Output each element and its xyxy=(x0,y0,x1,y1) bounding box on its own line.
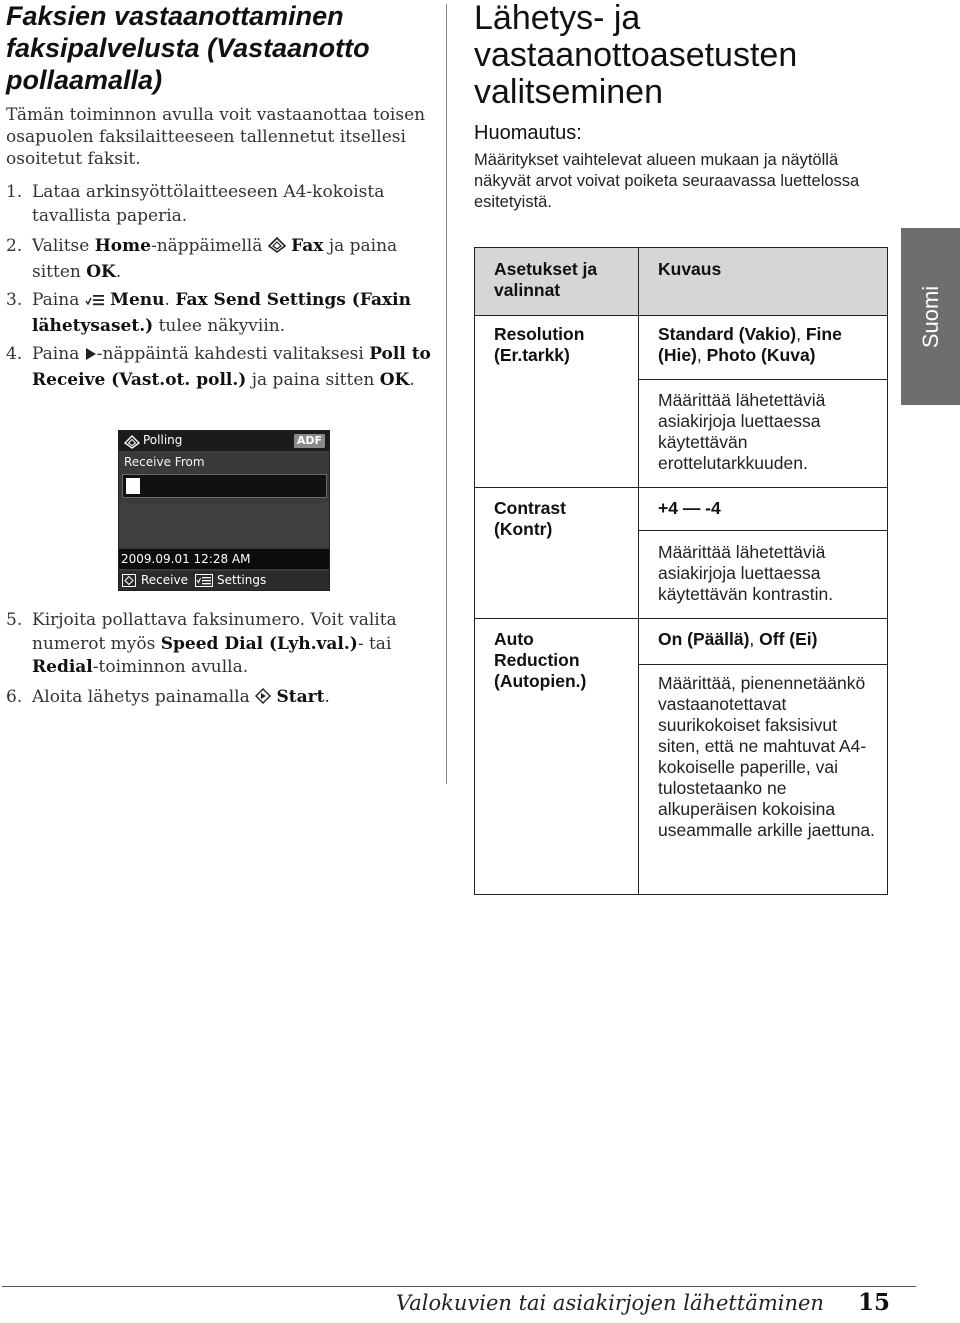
step-number: 4. xyxy=(6,344,23,364)
auto-reduction-description: Määrittää, pienennetäänkö vastaanotettavat suurikokoiset faksisivut siten, että ne mahtuvat A4-kokoiselle paperille, vai tulostetaanko ne alkuperäisen kokoisina useammalle arkille jaettuna. xyxy=(658,673,875,840)
table-header-rule xyxy=(474,315,888,316)
table-header-description: Kuvaus xyxy=(658,259,722,279)
home-button-label: Home xyxy=(94,236,151,256)
lcd-title-bar xyxy=(119,431,329,451)
table-header-settings: Asetukset ja valinnat xyxy=(494,259,598,300)
step-4: 4. Paina -näppäintä kahdesti valitaksesi Poll to Receive (Vast.ot. poll.) ja paina sitten OK. xyxy=(6,344,431,390)
lcd-empty-area xyxy=(119,503,329,547)
start-icon xyxy=(122,574,136,593)
step-3: 3. Paina Menu. Fax Send Settings (Faxin lähetysaset.) tulee näkyviin. xyxy=(6,290,411,336)
step-6: 6. Aloita lähetys painamalla Start. xyxy=(6,686,436,712)
step-2: 2. Valitse Home-näppäimellä Fax ja paina sitten OK. xyxy=(6,236,398,282)
ok-label: OK xyxy=(379,369,410,390)
step-number: 1. xyxy=(6,182,23,202)
step-number: 2. xyxy=(6,236,23,256)
section-title: Faksien vastaanottaminen faksipalvelusta (Vastaanotto pollaamalla) xyxy=(6,1,370,95)
note-heading: Huomautus: xyxy=(474,122,582,144)
table-row-rule xyxy=(474,618,888,619)
lcd-button-bar xyxy=(119,571,329,590)
intro-paragraph: Tämän toiminnon avulla voit vastaanottaa toisen osapuolen faksilaitteeseen tallennetut itsellesi osoitetut faksit. xyxy=(6,105,426,169)
adf-badge: ADF xyxy=(294,434,325,448)
table-border-left xyxy=(474,247,475,895)
table-column-rule xyxy=(638,247,639,895)
lcd-receive-button[interactable]: Receive xyxy=(141,573,188,587)
table-border-bottom xyxy=(474,894,888,895)
right-section-title: Lähetys- ja vastaanottoasetusten valitseminen xyxy=(474,0,798,111)
menu-icon xyxy=(85,291,105,315)
setting-contrast: Contrast (Kontr) xyxy=(494,498,566,539)
language-tab xyxy=(901,228,960,405)
page-number: 15 xyxy=(858,1289,891,1316)
table-border-top xyxy=(474,247,888,248)
step-5: 5. Kirjoita pollattava faksinumero. Voit valita numerot myös Speed Dial (Lyh.val.)- tai Redial-toiminnon avulla. xyxy=(6,610,397,677)
step-text: Lataa arkinsyöttölaitteeseen A4-kokoista tavallista paperia. xyxy=(32,182,385,226)
lcd-settings-button[interactable]: Settings xyxy=(217,573,267,587)
fax-label: Fax xyxy=(291,236,324,256)
start-label: Start xyxy=(276,687,325,707)
note-text: Määritykset vaihtelevat alueen mukaan ja näytöllä näkyvät arvot voivat poiketa seuraavassa luettelossa esitetyistä. xyxy=(474,151,860,211)
speed-dial-label: Speed Dial (Lyh.val.) xyxy=(160,633,358,654)
table-row-rule xyxy=(638,664,888,665)
column-divider xyxy=(446,4,447,784)
right-arrow-icon xyxy=(85,345,97,369)
auto-reduction-options: On (Päällä), Off (Ei) xyxy=(658,629,818,649)
lcd-subtitle: Receive From xyxy=(124,455,205,469)
redial-label: Redial xyxy=(32,657,93,677)
text-cursor xyxy=(126,478,140,494)
poll-to-receive-label: Poll to Receive (Vast.ot. poll.) xyxy=(32,344,431,390)
setting-auto-reduction: Auto Reduction (Autopien.) xyxy=(494,629,587,691)
language-tab-label: Suomi xyxy=(917,285,943,348)
step-number: 5. xyxy=(6,610,23,630)
setting-resolution: Resolution (Er.tarkk) xyxy=(494,324,585,365)
menu-label: Menu xyxy=(110,290,165,310)
step-1 xyxy=(6,181,436,228)
menu-icon xyxy=(195,574,213,593)
fax-number-input[interactable] xyxy=(122,474,327,498)
table-border-right xyxy=(887,247,888,895)
contrast-options: +4 — -4 xyxy=(658,498,721,518)
table-row-rule xyxy=(638,530,888,531)
footer-section-title: Valokuvien tai asiakirjojen lähettäminen xyxy=(396,1291,824,1315)
table-row-rule xyxy=(474,487,888,488)
resolution-options: Standard (Vakio), Fine (Hie), Photo (Kuva) xyxy=(658,324,842,365)
ok-label: OK xyxy=(86,261,116,282)
table-row-rule xyxy=(638,379,888,380)
step-number: 3. xyxy=(6,290,23,310)
start-icon xyxy=(255,688,271,712)
footer-rule xyxy=(2,1286,916,1287)
resolution-description: Määrittää lähetettäviä asiakirjoja luettaessa käytettävän erottelutarkkuuden. xyxy=(658,390,826,473)
contrast-description: Määrittää lähetettäviä asiakirjoja luettaessa käytettävän kontrastin. xyxy=(658,542,834,604)
settings-table xyxy=(474,247,888,895)
lcd-title: Polling xyxy=(143,433,183,447)
fax-send-settings-label: Fax Send Settings (Faxin lähetysaset.) xyxy=(32,290,411,336)
step-number: 6. xyxy=(6,687,23,707)
lcd-screen xyxy=(118,430,330,591)
fax-icon xyxy=(124,434,140,453)
lcd-datetime: 2009.09.01 12:28 AM xyxy=(119,549,329,569)
fax-icon xyxy=(268,237,286,261)
